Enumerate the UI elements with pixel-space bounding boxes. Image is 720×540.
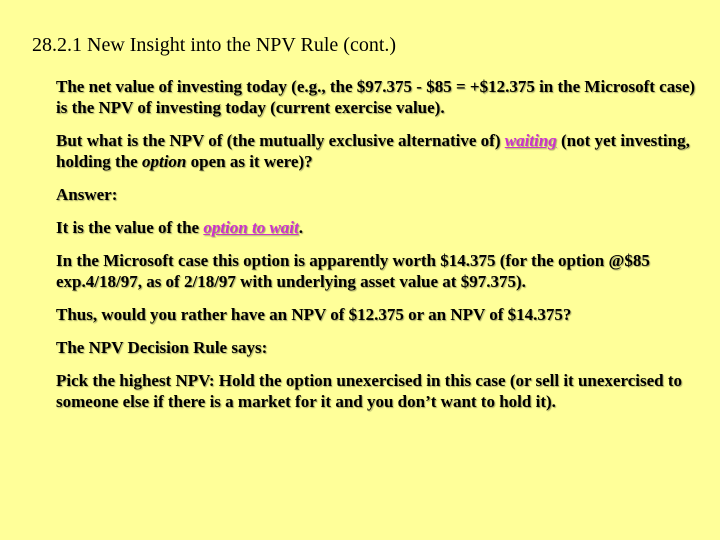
paragraph-microsoft-case: In the Microsoft case this option is apparently worth $14.375 (for the option @$85 exp.4/18/97, as of 2/18/97 with underlying asset value at $97.375).	[56, 251, 650, 291]
waiting-emphasis: waiting	[504, 131, 557, 150]
paragraph-npv-of-waiting	[56, 130, 696, 172]
paragraph-decision-rule: The NPV Decision Rule says:	[56, 338, 268, 357]
paragraph-answer: Answer:	[56, 185, 118, 204]
option-word: option	[141, 152, 187, 171]
paragraph-npv-comparison: Thus, would you rather have an NPV of $12.375 or an NPV of $14.375?	[56, 305, 572, 324]
paragraph-npv-of-waiting-text-start: But what is the NPV of (the mutually exclusive alternative of)	[56, 131, 505, 150]
paragraph-value-of-option-text-start: It is the value of the	[56, 218, 204, 237]
paragraph-highest-npv: Pick the highest NPV: Hold the option unexercised in this case (or sell it unexercised to someone else if there is a market for it and you don’t want to hold it).	[56, 371, 683, 411]
slide-body	[56, 76, 696, 424]
paragraph-value-of-option	[56, 217, 696, 238]
paragraph-value-of-option-text-end: .	[298, 218, 303, 237]
paragraph-investing-today: The net value of investing today (e.g., the $97.375 - $85 = +$12.375 in the Microsoft case) is the NPV of investing today (current exercise value).	[56, 77, 696, 117]
paragraph-npv-of-waiting-text-middle: (not yet investing, holding the	[56, 131, 690, 171]
slide-title: 28.2.1 New Insight into the NPV Rule (cont.)	[32, 34, 397, 56]
option-to-wait-emphasis: option to wait	[203, 218, 299, 237]
paragraph-npv-of-waiting-text-end: open as it were)?	[186, 152, 313, 171]
